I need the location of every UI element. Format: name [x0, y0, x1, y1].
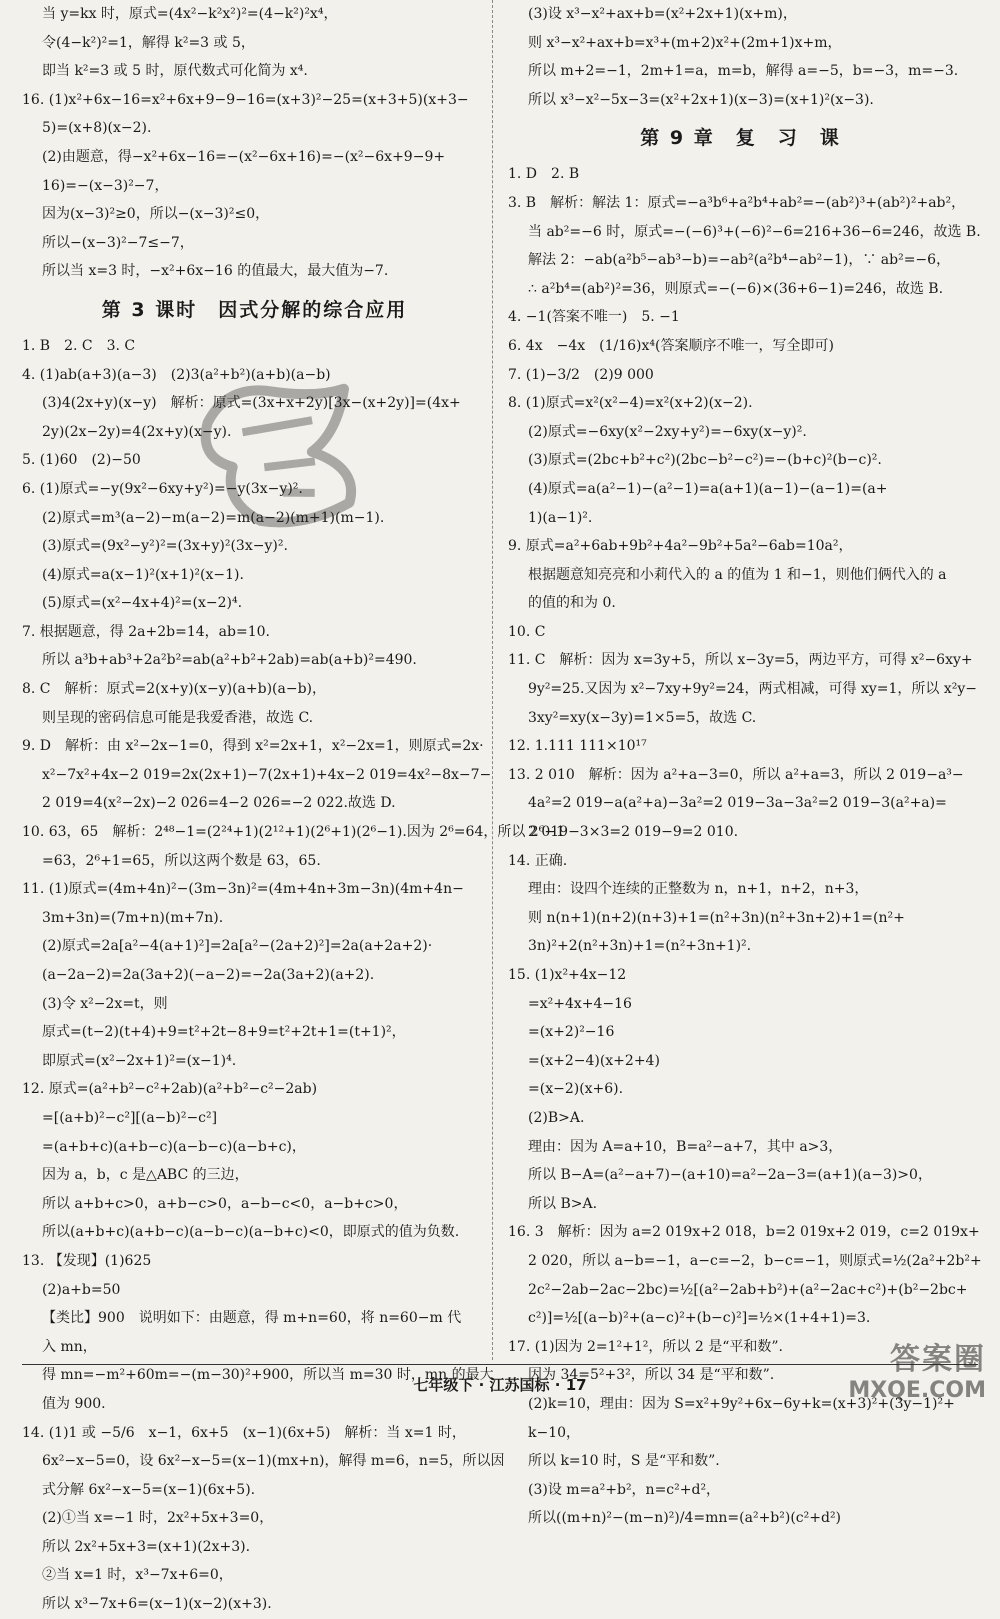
- answer-line: 5. (1)60 (2)−50: [22, 452, 141, 469]
- answer-line: 式分解 6x²−x−5=(x−1)(6x+5).: [42, 1481, 256, 1498]
- right-column: [508, 0, 982, 1533]
- answer-line: 2y)(2x−2y)=4(2x+y)(x−y).: [42, 423, 232, 440]
- answer-line: 15. (1)x²+4x−12: [508, 967, 627, 983]
- answer-line: 1. D 2. B: [508, 166, 580, 183]
- answer-line: k−10，: [528, 1424, 581, 1441]
- answer-line: (2)原式=2a[a²−4(a+1)²]=2a[a²−(2a+2)²]=2a(a+2a+2)·: [42, 938, 433, 955]
- answer-line: 因为 a，b，c 是△ABC 的三边，: [42, 1167, 249, 1184]
- answer-line: =(x+2)²−16: [528, 1024, 615, 1041]
- answer-line: 4. −1(答案不唯一) 5. −1: [508, 309, 680, 326]
- answer-line: 4a²=2 019−a(a²+a)−3a²=2 019−3a−3a²=2 019−3(a²+a)=: [528, 795, 947, 812]
- answer-line: 16. (1)x²+6x−16=x²+6x+9−9−16=(x+3)²−25=(x+3+5)(x+3−: [22, 91, 469, 108]
- answer-line: 9. 原式=a²+6ab+9b²+4a²−9b²+5a²−6ab=10a²，: [508, 538, 853, 555]
- answer-line: =(x−2)(x+6).: [528, 1081, 624, 1098]
- answer-line: (2)k=10，理由：因为 S=x²+9y²+6x−6y+k=(x+3)²+(3y−1)²+: [528, 1395, 955, 1412]
- answer-line: 6. 4x −4x (1/16)x⁴(答案顺序不唯一，写全即可): [508, 337, 834, 354]
- answer-line: 2 020，所以 a−b=−1，a−c=−2，b−c=−1，则原式=½(2a²+2b²+: [528, 1252, 982, 1269]
- answer-line: 令(4−k²)²=1，解得 k²=3 或 5，: [42, 34, 255, 51]
- answer-line: 所以当 x=3 时，−x²+6x−16 的值最大，最大值为−7.: [42, 263, 389, 280]
- answer-line: 2 019=4(x²−2x)−2 026=4−2 026=−2 022.故选 D.: [42, 795, 396, 812]
- answer-line: 5)=(x+8)(x−2).: [42, 120, 152, 137]
- answer-line: 6x²−x−5=0，设 6x²−x−5=(x−1)(mx+n)，解得 m=6，n=5，所以因: [42, 1453, 505, 1470]
- answer-line: 12. 1.111 111×10¹⁷: [508, 738, 647, 755]
- answer-line: 11. (1)原式=(4m+4n)²−(3m−3n)²=(4m+4n+3m−3n)(4m+4n−: [22, 881, 464, 898]
- answer-line: (2)B>A.: [528, 1109, 585, 1126]
- answer-line: 原式=(t−2)(t+4)+9=t²+2t−8+9=t²+2t+1=(t+1)²，: [42, 1024, 406, 1041]
- answer-line: =(x+2−4)(x+2+4): [528, 1052, 660, 1069]
- section-heading: 第 9 章 复 习 课: [640, 127, 841, 150]
- answer-line: (2)a+b=50: [42, 1281, 121, 1298]
- answer-line: 17. (1)因为 2=1²+1²，所以 2 是“平和数”.: [508, 1338, 783, 1355]
- footer-rule: [22, 1364, 978, 1365]
- answer-line: 即当 k²=3 或 5 时，原代数式可化简为 x⁴.: [42, 63, 308, 80]
- answer-line: 7. (1)−3/2 (2)9 000: [508, 366, 654, 383]
- answer-line: ②当 x=1 时，x³−7x+6=0，: [42, 1567, 233, 1584]
- answer-line: =x²+4x+4−16: [528, 995, 632, 1012]
- watermark-logo: 答案圈: [890, 1342, 986, 1377]
- answer-line: =[(a+b)²−c²][(a−b)²−c²]: [42, 1109, 218, 1126]
- answer-line: 3xy²=xy(x−3y)=1×5=5，故选 C.: [528, 709, 757, 726]
- watermark: [848, 1334, 986, 1403]
- answer-line: 则呈现的密码信息可能是我爱香港，故选 C.: [42, 709, 314, 726]
- answer-line: 当 ab²=−6 时，原式=−(−6)³+(−6)²−6=216+36−6=246，故选 B.: [528, 223, 981, 240]
- answer-line: 10. C: [508, 623, 546, 640]
- answer-line: 16)=−(x−3)²−7，: [42, 177, 169, 194]
- answer-line: 14. (1)1 或 −5/6 x−1，6x+5 (x−1)(6x+5) 解析：当 x=1 时，: [22, 1424, 466, 1441]
- answer-line: 因为(x−3)²≥0，所以−(x−3)²≤0，: [42, 206, 270, 223]
- answer-line: (3)原式=(2bc+b²+c²)(2bc−b²−c²)=−(b+c)²(b−c)².: [528, 452, 882, 469]
- answer-line: 7. 根据题意，得 2a+2b=14，ab=10.: [22, 623, 270, 640]
- page-footer: 七年级下 · 江苏国标 · 17: [413, 1376, 587, 1394]
- answer-line: (2)原式=−6xy(x²−2xy+y²)=−6xy(x−y)².: [528, 423, 807, 440]
- answer-line: 所以((m+n)²−(m−n)²)/4=mn=(a²+b²)(c²+d²): [528, 1510, 842, 1527]
- watermark-url: MXQE.COM: [848, 1378, 986, 1403]
- answer-line: 理由：设四个连续的正整数为 n，n+1，n+2，n+3，: [528, 881, 869, 898]
- answer-line: (4)原式=a(x−1)²(x+1)²(x−1).: [42, 566, 244, 583]
- answer-line: 则 n(n+1)(n+2)(n+3)+1=(n²+3n)(n²+3n+2)+1=(n²+: [528, 909, 905, 926]
- answer-line: (2)原式=m³(a−2)−m(a−2)=m(a−2)(m+1)(m−1).: [42, 509, 385, 526]
- answer-line: 8. (1)原式=x²(x²−4)=x²(x+2)(x−2).: [508, 395, 753, 412]
- answer-line: ∴ a²b⁴=(ab²)²=36，则原式=−(−6)×(36+6−1)=246，故选 B.: [528, 280, 944, 297]
- answer-line: 2c²−2ab−2ac−2bc)=½[(a²−2ab+b²)+(a²−2ac+c²)+(b²−2bc+: [528, 1281, 968, 1298]
- answer-line: 3m+3n)=(7m+n)(m+7n).: [42, 909, 224, 926]
- answer-line: (3)原式=(9x²−y²)²=(3x+y)²(3x−y)².: [42, 538, 288, 555]
- answer-line: 值为 900.: [42, 1395, 106, 1412]
- answer-line: 2 019−3×3=2 019−9=2 010.: [528, 824, 739, 841]
- answer-line: 所以−(x−3)²−7≤−7，: [42, 234, 194, 251]
- answer-line: (3)4(2x+y)(x−y) 解析：原式=(3x+x+2y)[3x−(x+2y)]=(4x+: [42, 395, 461, 412]
- answer-line: x²−7x²+4x−2 019=2x(2x+1)−7(2x+1)+4x−2 019=4x²−8x−7−: [42, 766, 492, 783]
- answer-line: 所以 2x²+5x+3=(x+1)(2x+3).: [42, 1538, 251, 1555]
- answer-line: 当 y=kx 时，原式=(4x²−k²x²)²=(4−k²)²x⁴，: [42, 6, 338, 22]
- answer-line: 解法 2：−ab(a²b⁵−ab³−b)=−ab²(a²b⁴−ab²−1)，∵ ab²=−6，: [528, 252, 951, 269]
- section-heading: 第 3 课时 因式分解的综合应用: [101, 298, 408, 321]
- answer-line: 4. (1)ab(a+3)(a−3) (2)3(a²+b²)(a+b)(a−b): [22, 366, 331, 383]
- answer-line: (2)由题意，得−x²+6x−16=−(x²−6x+16)=−(x²−6x+9−9+: [42, 148, 446, 165]
- answer-line: (4)原式=a(a²−1)−(a²−1)=a(a+1)(a−1)−(a−1)=(a+: [528, 480, 888, 497]
- answer-line: (3)设 x³−x²+ax+b=(x²+2x+1)(x+m)，: [528, 6, 797, 22]
- answer-line: 8. C 解析：原式=2(x+y)(x−y)(a+b)(a−b)，: [22, 681, 327, 698]
- answer-line: =63，2⁶+1=65，所以这两个数是 63，65.: [42, 852, 321, 869]
- answer-line: 3n)²+2(n²+3n)+1=(n²+3n+1)².: [528, 938, 752, 955]
- answer-line: 即原式=(x²−2x+1)²=(x−1)⁴.: [42, 1052, 237, 1069]
- answer-line: =(a+b+c)(a+b−c)(a−b−c)(a−b+c)，: [42, 1138, 306, 1155]
- answer-line: 【类比】900 说明如下：由题意，得 m+n=60，将 n=60−m 代: [42, 1310, 462, 1327]
- answer-line: 9. D 解析：由 x²−2x−1=0，得到 x²=2x+1，x²−2x=1，则原式=2x·: [22, 738, 484, 755]
- answer-line: 的值的和为 0.: [528, 595, 616, 612]
- answer-line: c²)]=½[(a−b)²+(a−c)²+(b−c)²]=½×(1+4+1)=3.: [528, 1310, 871, 1327]
- answer-line: 所以 a³b+ab³+2a²b²=ab(a²+b²+2ab)=ab(a+b)²=490.: [42, 652, 417, 669]
- answer-line: 所以 B−A=(a²−a+7)−(a+10)=a²−2a−3=(a+1)(a−3)>0，: [528, 1167, 932, 1184]
- answer-line: 10. 63，65 解析：2⁴⁸−1=(2²⁴+1)(2¹²+1)(2⁶+1)(2⁶−1).因为 2⁶=64，所以 2⁶−1: [22, 824, 565, 841]
- answer-line: 理由：因为 A=a+10，B=a²−a+7，其中 a>3，: [528, 1138, 843, 1155]
- answer-line: 所以 a+b+c>0，a+b−c>0，a−b−c<0，a−b+c>0，: [42, 1195, 408, 1212]
- answer-line: 入 mn，: [42, 1338, 97, 1355]
- answer-line: 3. B 解析：解法 1：原式=−a³b⁶+a²b⁴+ab²=−(ab²)³+(ab²)²+ab²，: [508, 194, 966, 211]
- answer-line: 1)(a−1)².: [528, 509, 593, 526]
- answer-line: 根据题意知亮亮和小莉代入的 a 的值为 1 和−1，则他们俩代入的 a: [528, 566, 947, 583]
- answer-line: 1. B 2. C 3. C: [22, 337, 136, 354]
- answer-line: 6. (1)原式=−y(9x²−6xy+y²)=−y(3x−y)².: [22, 480, 303, 497]
- answer-line: 所以(a+b+c)(a+b−c)(a−b−c)(a−b+c)<0，即原式的值为负数.: [42, 1224, 460, 1241]
- column-divider: [492, 0, 493, 1360]
- answer-line: 则 x³−x²+ax+b=x³+(m+2)x²+(2m+1)x+m，: [528, 34, 842, 51]
- answer-line: 所以 x³−7x+6=(x−1)(x−2)(x+3).: [42, 1596, 272, 1613]
- answer-line: 16. 3 解析：因为 a=2 019x+2 018，b=2 019x+2 019，c=2 019x+: [508, 1224, 980, 1241]
- answer-line: 11. C 解析：因为 x=3y+5，所以 x−3y=5，两边平方，可得 x²−6xy+: [508, 652, 973, 669]
- answer-line: 得 mn=−m²+60m=−(m−30)²+900，所以当 m=30 时，mn 的最大: [42, 1367, 494, 1384]
- answer-line: (3)令 x²−2x=t，则: [42, 995, 168, 1012]
- answer-line: 所以 x³−x²−5x−3=(x²+2x+1)(x−3)=(x+1)²(x−3).: [528, 91, 874, 108]
- answer-line: 13. 【发现】(1)625: [22, 1252, 152, 1269]
- answer-line: (a−2a−2)=2a(3a+2)(−a−2)=−2a(3a+2)(a+2).: [42, 967, 375, 983]
- answer-line: 14. 正确.: [508, 852, 568, 869]
- answer-line: (5)原式=(x²−4x+4)²=(x−2)⁴.: [42, 595, 243, 612]
- answer-line: 所以 k=10 时，S 是“平和数”.: [528, 1453, 720, 1470]
- answer-line: 因为 34=5²+3²，所以 34 是“平和数”.: [528, 1367, 775, 1384]
- answer-line: 所以 B>A.: [528, 1195, 598, 1212]
- answer-line: 所以 m+2=−1，2m+1=a，m=b，解得 a=−5，b=−3，m=−3.: [528, 63, 959, 80]
- answer-line: 13. 2 010 解析：因为 a²+a−3=0，所以 a²+a=3，所以 2 019−a³−: [508, 766, 964, 783]
- answer-line: (3)设 m=a²+b²，n=c²+d²，: [528, 1481, 721, 1498]
- answer-line: 9y²=25.又因为 x²−7xy+9y²=24，两式相减，可得 xy=1，所以 x²y−: [528, 681, 978, 698]
- answer-line: 12. 原式=(a²+b²−c²+2ab)(a²+b²−c²−2ab): [22, 1081, 318, 1098]
- answer-line: (2)①当 x=−1 时，2x²+5x+3=0，: [42, 1510, 274, 1527]
